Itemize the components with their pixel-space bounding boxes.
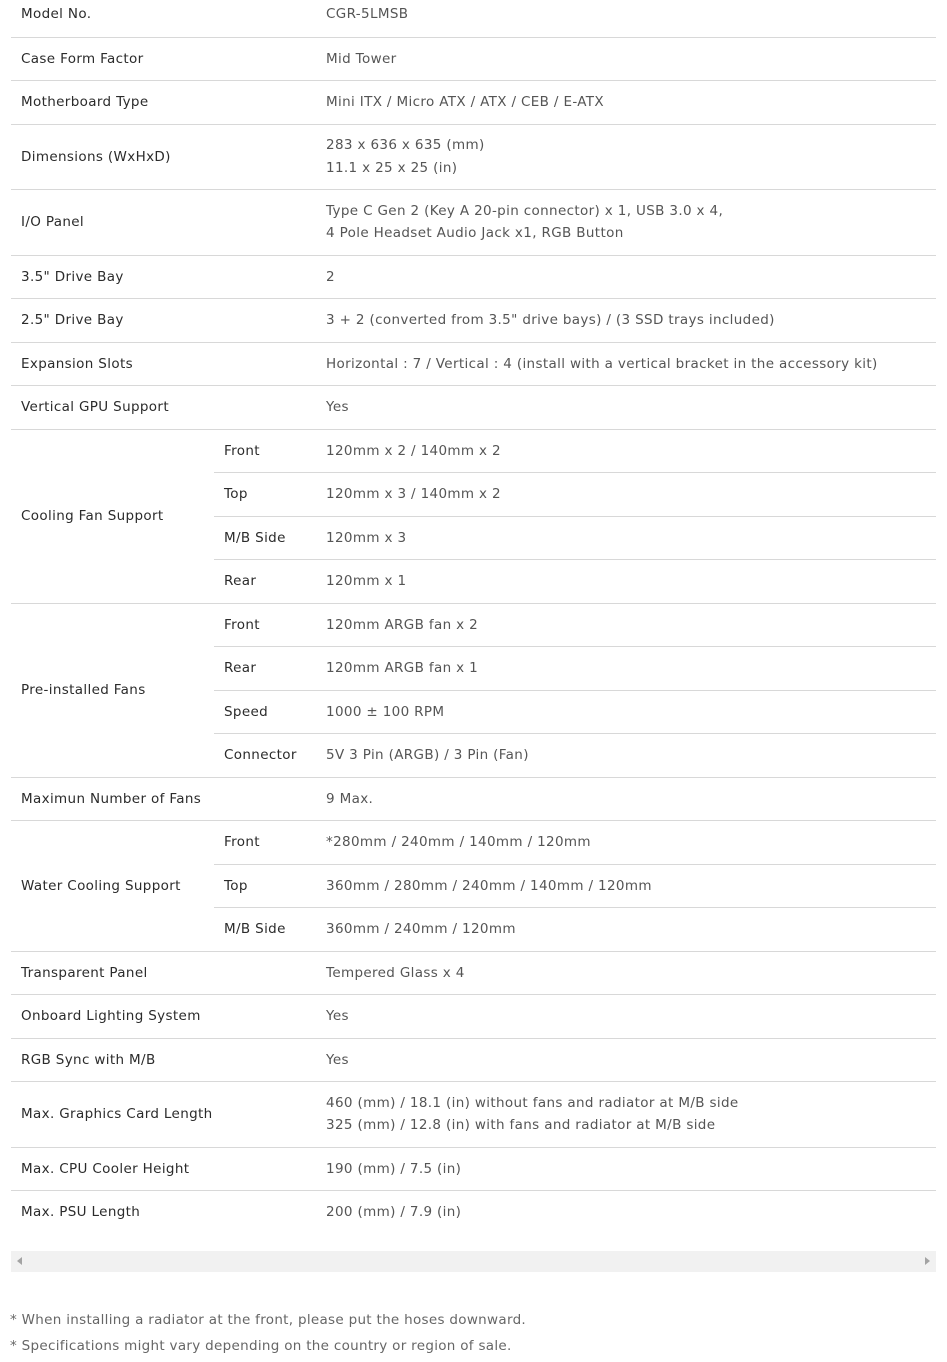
spec-value-line: Mid Tower — [326, 50, 397, 67]
spec-value — [316, 255, 936, 299]
spec-label: Max. PSU Length — [21, 1204, 141, 1221]
spec-value-line: 4 Pole Headset Audio Jack x1, RGB Button — [326, 225, 624, 242]
spec-value — [316, 81, 936, 125]
spec-value — [316, 124, 936, 190]
spec-value-line: CGR-5LMSB — [326, 6, 409, 22]
spec-value-line: Tempered Glass x 4 — [326, 964, 465, 981]
spec-sub-label: Front — [214, 429, 316, 473]
spec-value-line: 2 — [326, 268, 335, 285]
spec-row — [11, 124, 936, 190]
spec-value-line: 283 x 636 x 635 (mm) — [326, 137, 485, 154]
spec-value-line: Type C Gen 2 (Key A 20-pin connector) x 1, USB 3.0 x 4, — [326, 202, 724, 219]
spec-row — [11, 299, 936, 343]
spec-row — [11, 1147, 936, 1191]
spec-sub-label: Top — [214, 473, 316, 517]
spec-value: 360mm / 240mm / 120mm — [316, 908, 936, 952]
spec-value: 120mm ARGB fan x 1 — [316, 647, 936, 691]
spec-label: Case Form Factor — [11, 37, 316, 81]
spec-value: 120mm x 1 — [316, 560, 936, 604]
spec-label: Max. CPU Cooler Height — [11, 1147, 316, 1191]
spec-row — [11, 81, 936, 125]
scroll-left-arrow-icon[interactable] — [17, 1257, 22, 1265]
spec-sub-label: Top — [214, 864, 316, 908]
spec-row — [11, 190, 936, 256]
spec-value: 120mm x 3 / 140mm x 2 — [316, 473, 936, 517]
spec-sub-label: M/B Side — [214, 908, 316, 952]
spec-value-line: 11.1 x 25 x 25 (in) — [326, 159, 458, 176]
spec-label: Dimensions (WxHxD) — [11, 124, 316, 190]
spec-value: *280mm / 240mm / 140mm / 120mm — [316, 821, 936, 865]
spec-sub-label: Speed — [214, 690, 316, 734]
spec-value — [316, 342, 936, 386]
spec-row — [11, 342, 936, 386]
spec-value — [316, 37, 936, 81]
spec-value: 1000 ± 100 RPM — [316, 690, 936, 734]
spec-label: Vertical GPU Support — [11, 386, 316, 430]
spec-row — [11, 255, 936, 299]
spec-value-line: Mini ITX / Micro ATX / ATX / CEB / E-ATX — [326, 94, 605, 110]
spec-value-line: 200 (mm) / 7.9 (in) — [326, 1204, 462, 1221]
spec-value: 120mm x 3 — [316, 516, 936, 560]
spec-label: Motherboard Type — [11, 81, 316, 125]
spec-label: Onboard Lighting System — [11, 995, 316, 1039]
spec-label: Maximun Number of Fans — [11, 777, 316, 821]
spec-row — [11, 777, 936, 821]
spec-value — [316, 386, 936, 430]
spec-value-line: 325 (mm) / 12.8 (in) with fans and radiator at M/B side — [326, 1117, 716, 1134]
spec-row — [11, 951, 936, 995]
spec-value — [316, 1147, 936, 1191]
spec-label: RGB Sync with M/B — [11, 1038, 316, 1082]
scroll-right-arrow-icon[interactable] — [925, 1257, 930, 1265]
spec-sub-label: Front — [214, 821, 316, 865]
spec-value — [316, 0, 936, 37]
spec-label: Model No. — [11, 0, 316, 37]
spec-row — [11, 821, 936, 865]
spec-value — [316, 995, 936, 1039]
spec-sub-label: Front — [214, 603, 316, 647]
spec-row — [11, 0, 936, 37]
spec-row — [11, 37, 936, 81]
spec-label: 3.5" Drive Bay — [11, 255, 316, 299]
spec-label: Max. Graphics Card Length — [11, 1082, 316, 1148]
spec-value — [316, 1082, 936, 1148]
spec-row — [11, 1191, 936, 1235]
spec-sub-label: Connector — [214, 734, 316, 778]
spec-value-line: 190 (mm) / 7.5 (in) — [326, 1160, 462, 1177]
spec-label: I/O Panel — [11, 190, 316, 256]
spec-sub-label: M/B Side — [214, 516, 316, 560]
spec-value-line: Yes — [326, 1051, 349, 1068]
spec-value — [316, 1038, 936, 1082]
spec-label: Pre-installed Fans — [11, 603, 214, 777]
spec-label: Transparent Panel — [11, 951, 316, 995]
spec-value: 360mm / 280mm / 240mm / 140mm / 120mm — [316, 864, 936, 908]
spec-value-line: 460 (mm) / 18.1 (in) without fans and radiator at M/B side — [326, 1094, 739, 1111]
spec-value — [316, 951, 936, 995]
horizontal-scrollbar[interactable] — [11, 1251, 936, 1272]
spec-label: Water Cooling Support — [11, 821, 214, 952]
spec-value — [316, 299, 936, 343]
spec-value — [316, 190, 936, 256]
footnote: * When installing a radiator at the front, please put the hoses downward. — [10, 1312, 527, 1328]
spec-value-line: 9 Max. — [326, 790, 374, 807]
spec-value-line: Horizontal : 7 / Vertical : 4 (install with a vertical bracket in the accessory kit) — [326, 355, 878, 372]
spec-row — [11, 1082, 936, 1148]
spec-sub-label: Rear — [214, 647, 316, 691]
footnote: * Specifications might vary depending on the country or region of sale. — [10, 1338, 512, 1354]
spec-label: Expansion Slots — [11, 342, 316, 386]
spec-value-line: Yes — [326, 399, 349, 415]
spec-value-line: Yes — [326, 1008, 349, 1024]
spec-value — [316, 777, 936, 821]
spec-label: 2.5" Drive Bay — [11, 299, 316, 343]
spec-value-line: 3 + 2 (converted from 3.5" drive bays) / (3 SSD trays included) — [326, 312, 775, 328]
spec-value: 5V 3 Pin (ARGB) / 3 Pin (Fan) — [316, 734, 936, 778]
spec-value: 120mm x 2 / 140mm x 2 — [316, 429, 936, 473]
spec-value: 120mm ARGB fan x 2 — [316, 603, 936, 647]
spec-row — [11, 386, 936, 430]
spec-sub-label: Rear — [214, 560, 316, 604]
spec-table — [11, 0, 936, 1234]
spec-label: Cooling Fan Support — [11, 429, 214, 603]
spec-row — [11, 429, 936, 473]
spec-row — [11, 1038, 936, 1082]
spec-row — [11, 995, 936, 1039]
footnotes — [10, 1307, 526, 1359]
spec-row — [11, 603, 936, 647]
spec-value — [316, 1191, 936, 1235]
